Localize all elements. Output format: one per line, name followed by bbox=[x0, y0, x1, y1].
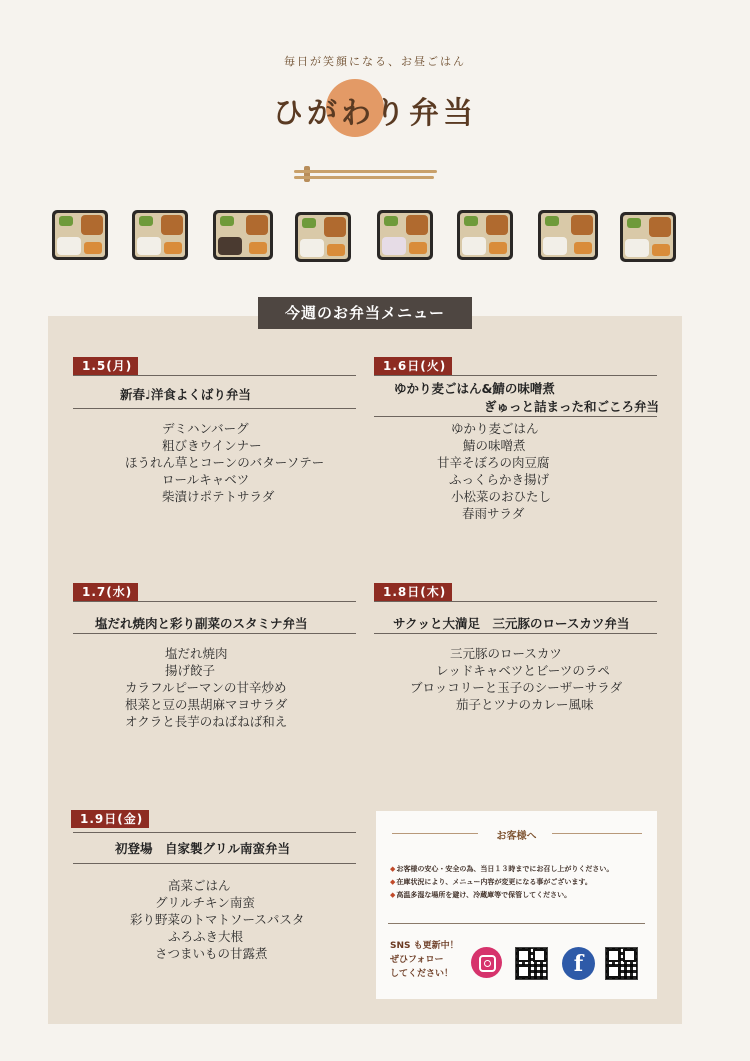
list-item: 根菜と豆の黒胡麻マヨサラダ bbox=[125, 697, 288, 712]
list-item: デミハンバーグ bbox=[162, 421, 249, 436]
bento-title: 新春♩洋食よくばり弁当 bbox=[120, 387, 251, 402]
list-item: さつまいもの甘露煮 bbox=[155, 946, 268, 961]
list-item: 三元豚のロースカツ bbox=[450, 646, 562, 661]
notice-list bbox=[390, 863, 652, 902]
list-item: オクラと長芋のねばねば和え bbox=[125, 714, 288, 729]
day-card bbox=[374, 583, 657, 733]
list-item: カラフルピーマンの甘辛炒め bbox=[125, 680, 287, 695]
date-badge: 1.5(月) bbox=[73, 357, 138, 375]
list-item: グリルチキン南蛮 bbox=[155, 895, 255, 910]
bento-image bbox=[132, 210, 188, 260]
list-item: レッドキャベツとビーツのラペ bbox=[436, 663, 610, 678]
notice-heading: お客様へ bbox=[496, 831, 537, 842]
bento-image bbox=[52, 210, 108, 260]
bento-image bbox=[538, 210, 598, 260]
day-card bbox=[73, 810, 356, 970]
sns-text: SNS も更新中！ ぜひフォロー してください！ bbox=[390, 941, 459, 979]
item-list bbox=[437, 420, 551, 522]
list-item: 小松菜のおひたし bbox=[451, 489, 552, 504]
notice-item: ◆ 在庫状況により、メニュー内容が変更になる事がございます。 bbox=[390, 876, 652, 889]
bento-photo-strip bbox=[52, 210, 680, 266]
list-item: ほうれん草とコーンのバターソテー bbox=[125, 455, 325, 470]
bento-title: ゆかり麦ごはん&鯖の味噌煮 bbox=[394, 381, 555, 396]
list-item: ロールキャベツ bbox=[162, 472, 250, 487]
date-badge: 1.8日(木) bbox=[374, 583, 452, 601]
list-item: 甘辛そぼろの肉豆腐 bbox=[437, 455, 550, 470]
bento-image bbox=[377, 210, 433, 260]
item-list bbox=[410, 645, 622, 713]
date-badge: 1.9日(金) bbox=[71, 810, 149, 828]
item-list bbox=[125, 420, 324, 505]
facebook-icon[interactable]: f bbox=[562, 947, 595, 980]
list-item: 塩だれ焼肉 bbox=[165, 646, 228, 661]
list-item: 高菜ごはん bbox=[168, 878, 231, 893]
list-item: 鯖の味噌煮 bbox=[463, 438, 526, 453]
list-item: 茄子とツナのカレー風味 bbox=[456, 697, 594, 712]
list-item: 粗びきウインナー bbox=[162, 438, 262, 453]
day-card bbox=[73, 357, 356, 507]
logo-text: ひがわり弁当 bbox=[273, 96, 477, 131]
list-item: ブロッコリーと玉子のシーザーサラダ bbox=[410, 680, 623, 695]
list-item: 揚げ餃子 bbox=[165, 663, 216, 678]
customer-notice bbox=[376, 811, 657, 999]
tagline: 毎日が笑顔になる、お昼ごはん bbox=[284, 55, 466, 68]
item-list bbox=[125, 645, 287, 730]
notice-item: ◆ お客様の安心・安全の為、当日１３時までにお召し上がりください。 bbox=[390, 863, 652, 876]
bento-title: サクッと大満足 三元豚のロースカツ弁当 bbox=[393, 616, 630, 631]
list-item: 柴漬けポテトサラダ bbox=[162, 489, 275, 504]
day-card bbox=[374, 357, 660, 527]
chopsticks-icon bbox=[294, 166, 437, 182]
bento-image bbox=[295, 212, 351, 262]
item-list bbox=[130, 877, 304, 962]
list-item: 春雨サラダ bbox=[462, 506, 525, 521]
notice-item: ◆ 高温多湿な場所を避け、冷蔵庫等で保管してください。 bbox=[390, 889, 652, 902]
facebook-qr-code bbox=[605, 947, 638, 980]
menu-heading: 今週のお弁当メニュー bbox=[258, 297, 472, 329]
instagram-qr-code bbox=[515, 947, 548, 980]
bento-title: 初登場 自家製グリル南蛮弁当 bbox=[115, 841, 291, 856]
list-item: ふっくらかき揚げ bbox=[449, 472, 550, 487]
date-badge: 1.6日(火) bbox=[374, 357, 452, 375]
bento-image bbox=[457, 210, 513, 260]
logo bbox=[0, 88, 750, 132]
instagram-icon[interactable] bbox=[471, 947, 502, 978]
bento-title: 塩だれ焼肉と彩り副菜のスタミナ弁当 bbox=[95, 616, 308, 631]
list-item: ゆかり麦ごはん bbox=[451, 421, 539, 436]
list-item: 彩り野菜のトマトソースパスタ bbox=[130, 912, 305, 927]
day-card bbox=[73, 583, 356, 733]
bento-image bbox=[620, 212, 676, 262]
bento-subtitle: ぎゅっと詰まった和ごころ弁当 bbox=[484, 399, 660, 414]
bento-image bbox=[213, 210, 273, 260]
list-item: ふろふき大根 bbox=[168, 929, 244, 944]
date-badge: 1.7(水) bbox=[73, 583, 138, 601]
